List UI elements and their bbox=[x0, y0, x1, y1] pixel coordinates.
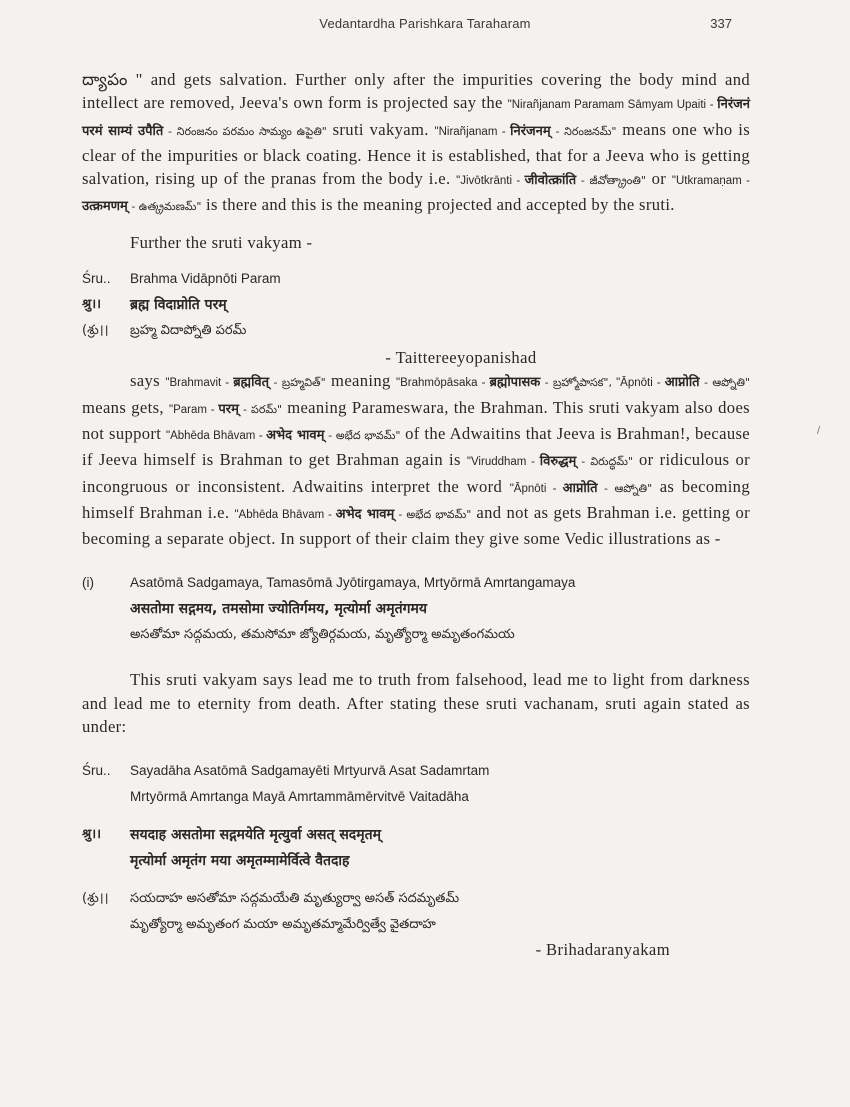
quote-text-telugu: బ్రహ్మ విదాప్నోతి పరమ్ bbox=[130, 323, 247, 339]
page-header bbox=[0, 14, 850, 36]
sanskrit-text: जीवोत्क्रांति bbox=[524, 173, 577, 189]
quote-line-english-1 bbox=[82, 758, 750, 784]
text-run: ద్యాపం " and gets salvation. Further only after the impurities covering the body mind and intellect are removed, Jeeva's own form is projected say the bbox=[82, 70, 750, 113]
text-run: meaning Parameswara, the Brahman. This sruti vakyam also does not support bbox=[82, 397, 750, 443]
text-run: and not as gets Brahman i.e. getting or becoming a separate object. In support of their claim they give some Vedic illustrations as - bbox=[82, 502, 750, 549]
quote-text-sanskrit: मृत्योर्मा अमृतंग मया अमृतम्मामेर्वित्वे वैतदाह bbox=[130, 853, 350, 870]
telugu-text: - ఆప్నోతి" bbox=[597, 481, 653, 495]
sanskrit-text: अभेद भावम् bbox=[266, 427, 325, 443]
transliteration: "Abhēda Bhāvam - bbox=[166, 429, 267, 442]
telugu-text: - నిరంజనమ్" bbox=[550, 124, 617, 138]
sanskrit-text: आप्नोति bbox=[664, 375, 700, 391]
text-run: says bbox=[130, 371, 166, 391]
quote-line-english bbox=[82, 266, 750, 292]
quote-text-telugu: సయదాహ అసతోమా సద్గమయేతి మృత్యుర్వా అసత్ సదమృతమ్ bbox=[130, 891, 460, 907]
quote-source: - Taittereeyopanishad bbox=[385, 348, 537, 368]
illustration-text-sanskrit: असतोमा सद्गमय, तमसोमा ज्योतिर्गमय, मृत्योर्मा अमृतंगमय bbox=[130, 601, 427, 618]
sruti-label: श्रु।। bbox=[82, 297, 102, 313]
sruti-quote-brahma-vid bbox=[82, 266, 750, 369]
running-title: Vedantardha Parishkara Taraharam bbox=[319, 16, 531, 31]
transliteration: "Jivōtkrānti - bbox=[456, 175, 525, 188]
quote-line-telugu-1 bbox=[82, 886, 750, 912]
illustration-text-telugu: అసతోమా సద్గమయ, తమసోమా జ్యోతిర్గమయ, మృత్యోర్మా అమృతంగమయ bbox=[130, 627, 515, 643]
sruti-label: (శ్రు।। bbox=[82, 891, 109, 907]
sanskrit-text: ब्रह्मवित् bbox=[233, 375, 270, 391]
transliteration: "Nirañjanam Paramam Sāmyam Upaiti - bbox=[507, 99, 718, 112]
transliteration: "Nirañjanam - bbox=[434, 125, 511, 138]
margin-mark: / bbox=[816, 425, 820, 437]
transliteration: "Āpnōti - bbox=[509, 482, 563, 495]
text-run: meaning bbox=[325, 371, 397, 391]
quote-text-sanskrit: सयदाह असतोमा सद्गमयेति मृत्युर्वा असत् सदमृतम् bbox=[130, 827, 381, 844]
illustration-line-english bbox=[82, 570, 750, 596]
telugu-text: - పరమ్" bbox=[238, 402, 283, 416]
quote-line-sanskrit bbox=[82, 292, 750, 318]
text-run: or bbox=[645, 169, 672, 189]
sanskrit-text: आप्नोति bbox=[562, 480, 598, 496]
telugu-text: - విరుద్ధమ్" bbox=[576, 455, 633, 469]
sanskrit-text: विरुद्धम् bbox=[539, 454, 577, 470]
paragraph-salvation bbox=[82, 68, 750, 219]
quote-line-english-2 bbox=[82, 784, 750, 810]
quote-text-english: Sayadāha Asatōmā Sadgamayēti Mrtyurvā Asat Sadamrtam bbox=[130, 763, 490, 779]
telugu-text: - బ్రహ్మోపాసక", bbox=[540, 376, 612, 390]
quote-text-english: Mrtyōrmā Amrtanga Mayā Amrtammāmērvitvē Vaitadāha bbox=[130, 789, 469, 805]
quote-line-sanskrit-2 bbox=[82, 848, 750, 874]
text-run: is there and this is the meaning projected and accepted by the sruti. bbox=[201, 195, 675, 215]
text-run: as becoming himself Brahman i.e. bbox=[82, 476, 750, 522]
sruti-label: (శ్రు।। bbox=[82, 323, 109, 339]
illustration-label: (i) bbox=[82, 575, 94, 591]
paragraph-further: Further the sruti vakyam - bbox=[130, 232, 313, 252]
illustration-text-english: Asatōmā Sadgamaya, Tamasōmā Jyōtirgamaya, Mrtyōrmā Amrtangamaya bbox=[130, 575, 576, 591]
text-run: means one who is clear of the impurities or black coating. Hence it is established, that for a Jeeva who is getting salvation, rising up of the pranas from the body i.e. bbox=[82, 119, 751, 189]
text-run: means gets, bbox=[82, 397, 169, 417]
transliteration: "Brahmavit - bbox=[165, 377, 234, 390]
quote-text-sanskrit: ब्रह्म विदाप्नोति परम् bbox=[130, 297, 227, 314]
telugu-text: - బ్రహ్మవిత్" bbox=[269, 376, 326, 390]
quote-text-english: Brahma Vidāpnōti Param bbox=[130, 271, 281, 287]
sanskrit-text: ब्रह्मोपासक bbox=[489, 375, 541, 391]
page-body bbox=[82, 68, 750, 962]
sanskrit-text: परम् bbox=[218, 401, 239, 417]
page-number: 337 bbox=[710, 16, 732, 31]
sruti-label: Śru.. bbox=[82, 763, 111, 779]
text-run: or ridiculous or incongruous or inconsistent. Adwaitins interpret the word bbox=[82, 450, 751, 496]
quote-line-telugu-2 bbox=[82, 912, 750, 938]
paragraph-lead-me: This sruti vakyam says lead me to truth from falsehood, lead me to light from darkness and lead me to eternity from death. After stating these sruti vachanam, sruti again stated as under: bbox=[82, 670, 750, 737]
transliteration: "Āpnōti - bbox=[611, 377, 665, 390]
transliteration: "Brahmōpāsaka - bbox=[396, 377, 490, 390]
telugu-text: - ఆప్నోతి" bbox=[699, 376, 750, 390]
quote-line-telugu bbox=[82, 318, 750, 344]
transliteration: "Abhēda Bhāvam - bbox=[234, 508, 336, 521]
quote-source: - Brihadaranyakam bbox=[535, 940, 670, 960]
quote-text-telugu: మృత్యోర్మా అమృతంగ మయా అమృతమ్మామేర్విత్వే వైతదాహ bbox=[130, 917, 436, 933]
sanskrit-text: उत्क्रमणम् bbox=[82, 199, 128, 215]
telugu-text: - నిరంజనం పరమం సామ్యం ఉపైతి" bbox=[163, 124, 327, 138]
transliteration: "Utkramaṇam - bbox=[671, 175, 750, 188]
illustration-line-sanskrit bbox=[82, 596, 750, 622]
transliteration: "Param - bbox=[168, 403, 219, 416]
sruti-quote-sayadaha bbox=[82, 758, 750, 961]
transliteration: "Viruddham - bbox=[466, 456, 540, 469]
telugu-text: - జీవోత్క్రాంతి" bbox=[576, 174, 646, 188]
quote-line-sanskrit-1 bbox=[82, 822, 750, 848]
telugu-text: - అభేద భావమ్" bbox=[324, 428, 401, 442]
telugu-text: - అభేద భావమ్" bbox=[394, 507, 472, 521]
sanskrit-text: निरंजनं परमं साम्यं उपैति bbox=[82, 97, 751, 139]
sanskrit-text: अभेद भावम् bbox=[335, 506, 395, 522]
sanskrit-text: निरंजनम् bbox=[510, 123, 551, 139]
telugu-text: - ఉత్క్రమణమ్" bbox=[127, 200, 202, 214]
paragraph-brahmavit bbox=[82, 369, 750, 550]
text-run: sruti vakyam. bbox=[326, 119, 435, 139]
text-run: of the Adwaitins that Jeeva is Brahman!, because if Jeeva himself is Brahman to get Brahman again is bbox=[82, 423, 750, 470]
sruti-label: Śru.. bbox=[82, 271, 111, 287]
illustration-line-telugu bbox=[82, 622, 750, 648]
vedic-illustration-i bbox=[82, 570, 750, 648]
sruti-label: श्रु।। bbox=[82, 827, 102, 843]
